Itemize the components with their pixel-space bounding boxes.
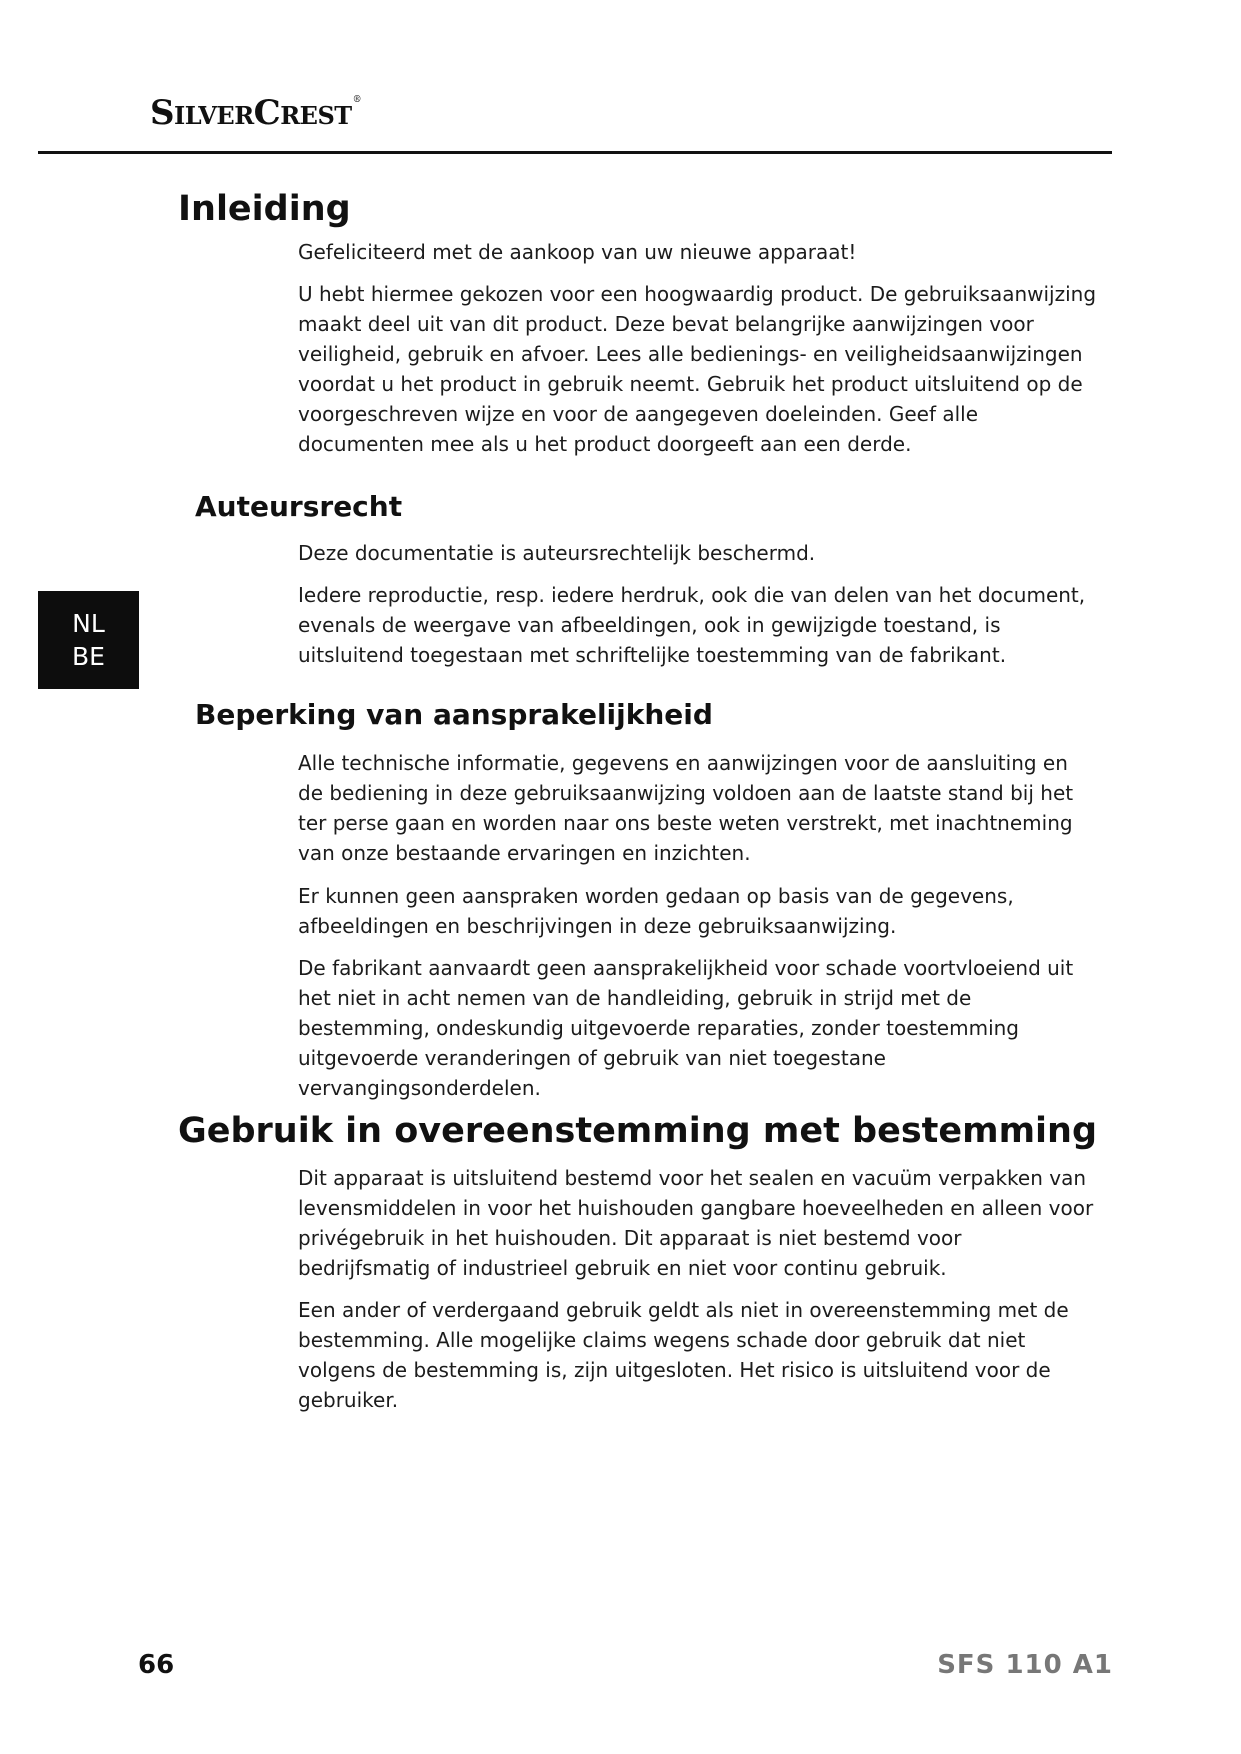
- auteursrecht-paragraph-2: Iedere reproductie, resp. iedere herdruk, ook die van delen van het document, evenals de weergave van afbeeldingen, ook in gewijzigde toestand, is uitsluitend toegestaan met schriftelijke toestemming van de fabrikant.: [298, 583, 1086, 667]
- brand-logo: [150, 93, 362, 133]
- beperking-paragraph-1: Alle technische informatie, gegevens en aanwijzingen voor de aansluiting en de bediening in deze gebruiksaanwijzing voldoen aan de laatste stand bij het ter perse gaan en worden naar ons beste weten verstrekt, met inachtneming van onze bestaande ervaringen en inzichten.: [298, 751, 1074, 865]
- heading-beperking: Beperking van aansprakelijkheid: [195, 698, 713, 731]
- inleiding-paragraph-1: Gefeliciteerd met de aankoop van uw nieuwe apparaat!: [298, 240, 857, 264]
- auteursrecht-paragraph-1: Deze documentatie is auteursrechtelijk beschermd.: [298, 541, 816, 565]
- beperking-paragraph-2: Er kunnen geen aanspraken worden gedaan op basis van de gegevens, afbeeldingen en beschrijvingen in deze gebruiksaanwijzing.: [298, 884, 1014, 938]
- brand-name: SilverCrest: [150, 93, 352, 133]
- gebruik-paragraph-1: Dit apparaat is uitsluitend bestemd voor het sealen en vacuüm verpakken van levensmiddelen in voor het huishouden gangbare hoeveelheden en alleen voor privégebruik in het huishouden. Dit apparaat is niet bestemd voor bedrijfsmatig of industrieel gebruik en niet voor continu gebruik.: [298, 1166, 1094, 1280]
- beperking-paragraph-3: De fabrikant aanvaardt geen aansprakelijkheid voor schade voortvloeiend uit het niet in acht nemen van de handleiding, gebruik in strijd met de bestemming, ondeskundig uitgevoerde reparaties, zonder toestemming uitgevoerde veranderingen of gebruik van niet toegestane vervangingsonderdelen.: [298, 956, 1074, 1100]
- page-number: 66: [138, 1650, 175, 1680]
- registered-mark: ®: [352, 95, 362, 105]
- language-tab: [38, 591, 139, 689]
- language-code-be: BE: [72, 642, 105, 671]
- heading-auteursrecht: Auteursrecht: [195, 490, 403, 523]
- header-rule: [38, 151, 1112, 154]
- model-number: SFS 110 A1: [937, 1650, 1113, 1680]
- inleiding-paragraph-2: U hebt hiermee gekozen voor een hoogwaardig product. De gebruiksaanwijzing maakt deel uit van dit product. Deze bevat belangrijke aanwijzingen voor veiligheid, gebruik en afvoer. Lees alle bedienings- en veiligheidsaanwijzingen voordat u het product in gebruik neemt. Gebruik het product uitsluitend op de voorgeschreven wijze en voor de aangegeven doeleinden. Geef alle documenten mee als u het product doorgeeft aan een derde.: [298, 282, 1097, 456]
- language-code-nl: NL: [72, 609, 105, 638]
- gebruik-paragraph-2: Een ander of verdergaand gebruik geldt als niet in overeenstemming met de bestemming. Alle mogelijke claims wegens schade door gebruik dat niet volgens de bestemming is, zijn uitgesloten. Het risico is uitsluitend voor de gebruiker.: [298, 1298, 1069, 1412]
- heading-inleiding: Inleiding: [178, 189, 351, 229]
- heading-gebruik: Gebruik in overeenstemming met bestemming: [178, 1111, 1098, 1151]
